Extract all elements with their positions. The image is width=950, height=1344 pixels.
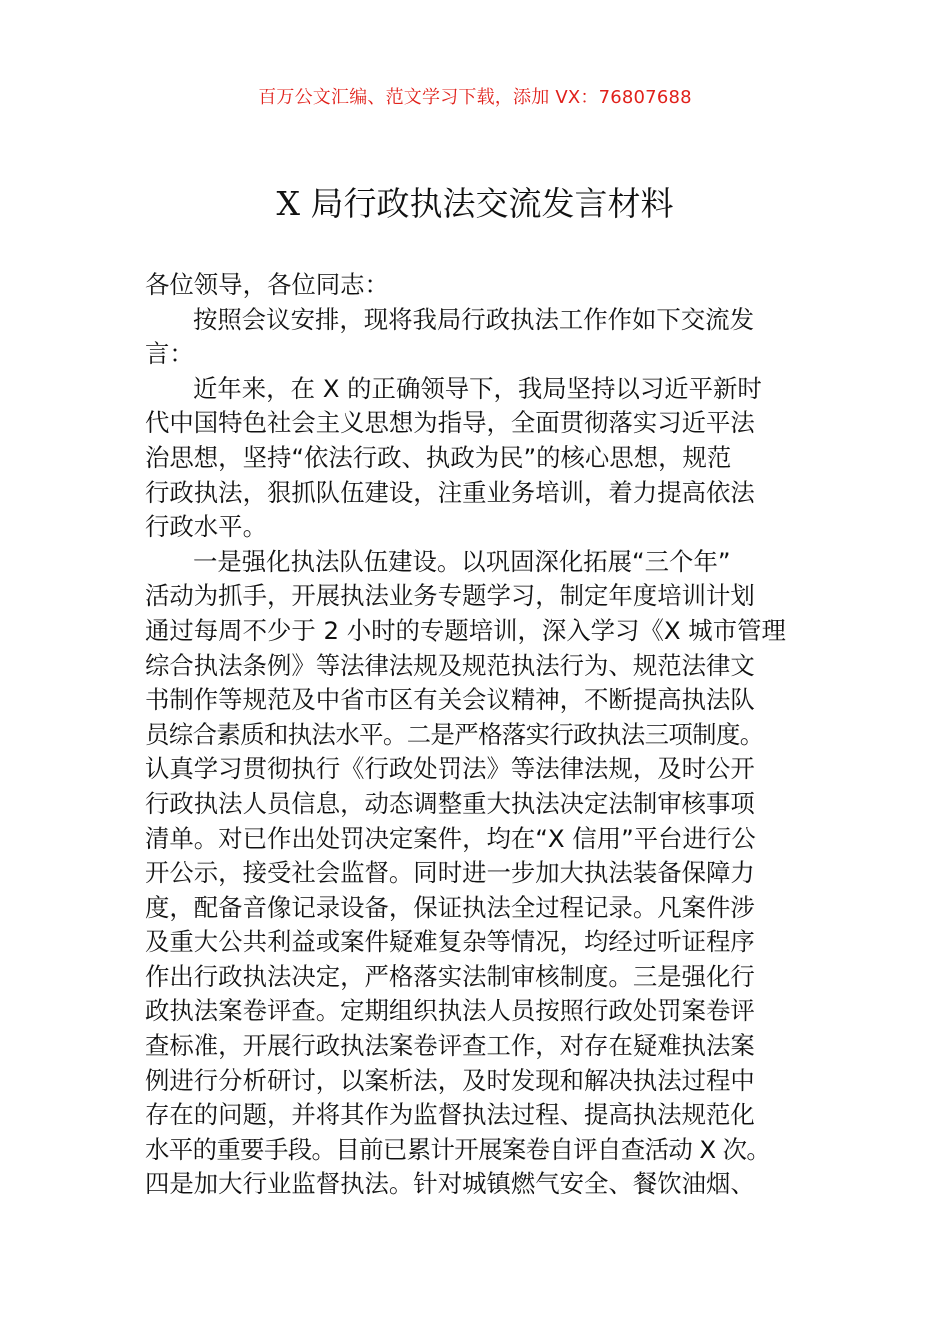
paragraph-line: 按照会议安排，现将我局行政执法工作作如下交流发 bbox=[193, 304, 754, 334]
paragraph-line: 行政执法人员信息，动态调整重大执法决定法制审核事项 bbox=[145, 788, 755, 818]
paragraph-line: 代中国特色社会主义思想为指导，全面贯彻落实习近平法 bbox=[145, 408, 755, 438]
paragraph-line: 政执法案卷评查。定期组织执法人员按照行政处罚案卷评 bbox=[145, 996, 755, 1026]
document-body bbox=[145, 268, 825, 1202]
paragraph-line: 水平的重要手段。目前已累计开展案卷自评自查活动 X 次。 bbox=[145, 1134, 771, 1164]
paragraph-line: 存在的问题，并将其作为监督执法过程、提高执法规范化 bbox=[145, 1100, 755, 1130]
salutation-line: 各位领导，各位同志： bbox=[145, 270, 389, 299]
paragraph-line: 通过每周不少于 2 小时的专题培训，深入学习《X 城市管理 bbox=[145, 615, 786, 645]
paragraph-line: 作出行政执法决定，严格落实法制审核制度。三是强化行 bbox=[145, 961, 755, 991]
watermark-header: 百万公文汇编、范文学习下载，添加 VX：76807688 bbox=[258, 87, 692, 108]
document-title: X 局行政执法交流发言材料 bbox=[276, 184, 674, 223]
paragraph-line: 综合执法条例》等法律法规及规范执法行为、规范法律文 bbox=[145, 650, 755, 680]
paragraph-line: 查标准，开展行政执法案卷评查工作，对存在疑难执法案 bbox=[145, 1031, 755, 1061]
paragraph-line: 四是加大行业监督执法。针对城镇燃气安全、餐饮油烟、 bbox=[145, 1169, 755, 1199]
paragraph-line: 员综合素质和执法水平。二是严格落实行政执法三项制度。 bbox=[145, 719, 764, 749]
paragraph-line: 清单。对已作出处罚决定案件，均在“X 信用”平台进行公 bbox=[145, 823, 756, 853]
paragraph-line: 度，配备音像记录设备，保证执法全过程记录。凡案件涉 bbox=[145, 892, 755, 922]
paragraph-line: 行政水平。 bbox=[145, 512, 267, 542]
paragraph-line: 行政执法，狠抓队伍建设，注重业务培训，着力提高依法 bbox=[145, 477, 755, 507]
paragraph-line: 活动为抓手，开展执法业务专题学习，制定年度培训计划 bbox=[145, 581, 755, 611]
paragraph-line: 近年来，在 X 的正确领导下，我局坚持以习近平新时 bbox=[193, 373, 762, 403]
paragraph-line: 认真学习贯彻执行《行政处罚法》等法律法规，及时公开 bbox=[145, 754, 755, 784]
paragraph-line: 开公示，接受社会监督。同时进一步加大执法装备保障力 bbox=[145, 858, 755, 888]
paragraph-line: 及重大公共利益或案件疑难复杂等情况，均经过听证程序 bbox=[145, 927, 755, 957]
paragraph-line: 例进行分析研讨，以案析法，及时发现和解决执法过程中 bbox=[145, 1065, 755, 1095]
paragraph-line: 治思想，坚持“依法行政、执政为民”的核心思想，规范 bbox=[145, 442, 732, 472]
paragraph-line: 言： bbox=[145, 339, 194, 369]
paragraph-line: 书制作等规范及中省市区有关会议精神，不断提高执法队 bbox=[145, 685, 755, 715]
paragraph-line: 一是强化执法队伍建设。以巩固深化拓展“三个年” bbox=[193, 546, 731, 576]
